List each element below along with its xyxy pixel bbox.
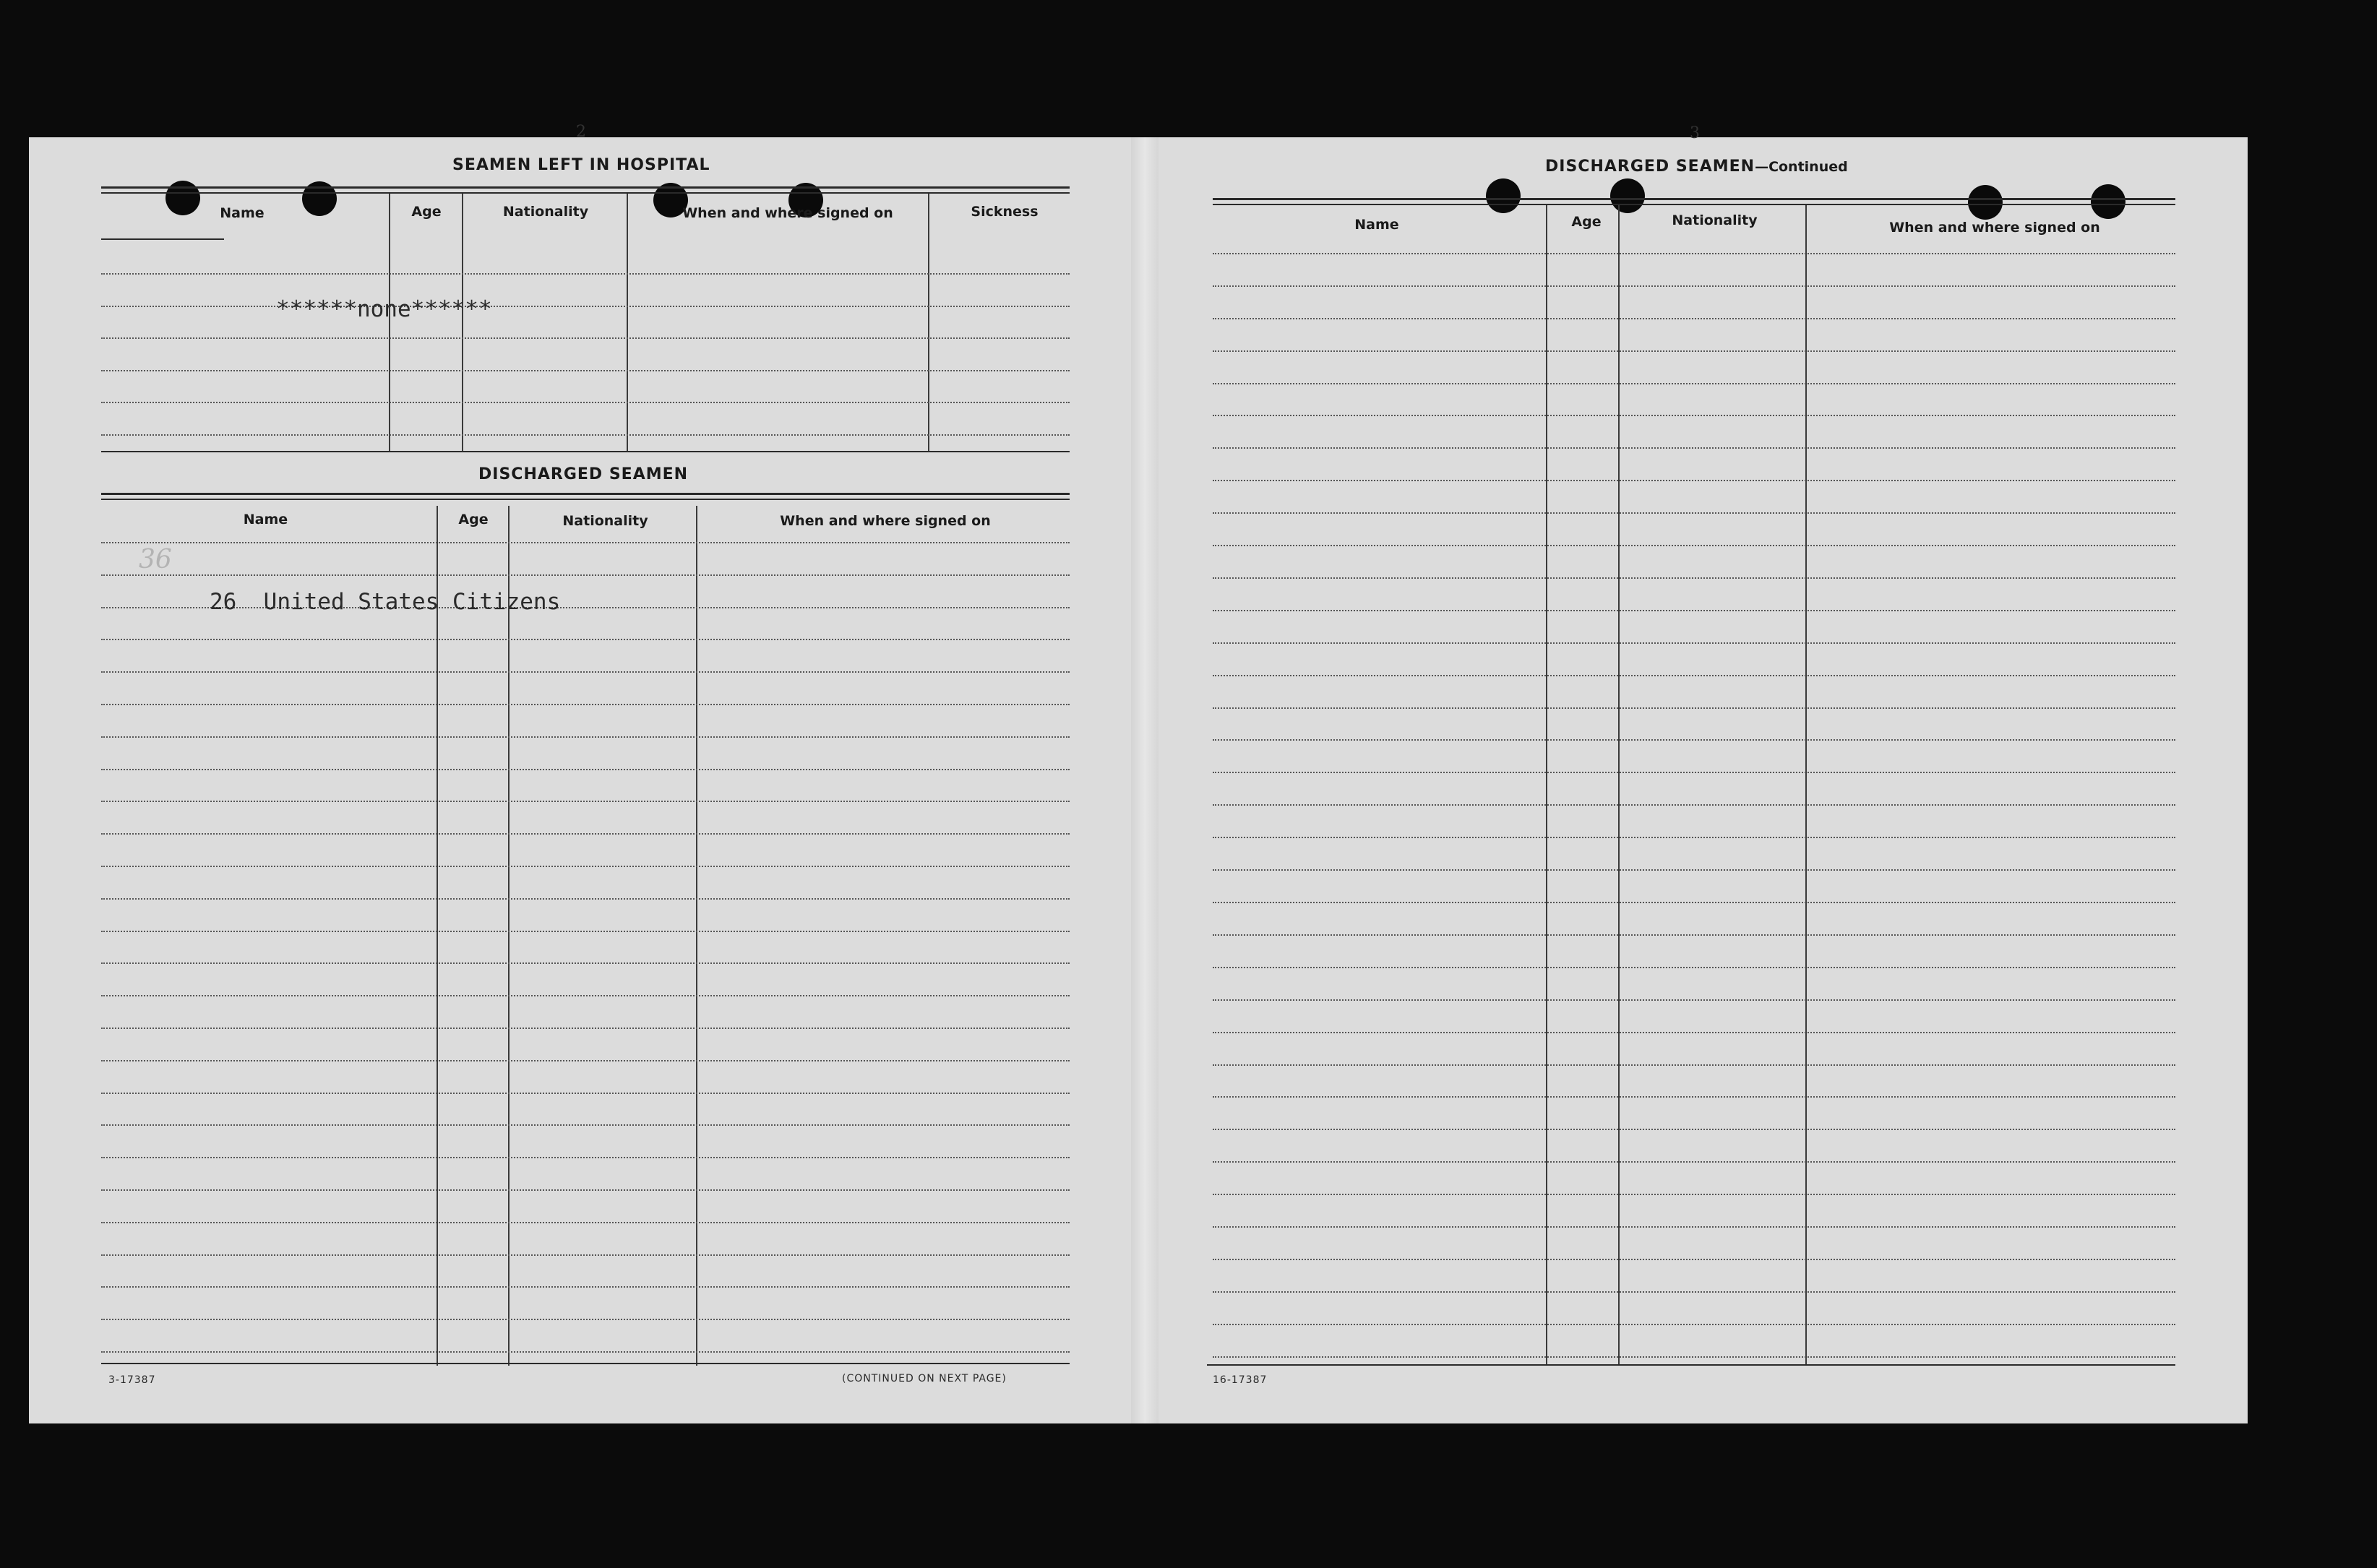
ruled-row-line — [1213, 1226, 2175, 1228]
left-page-number: 2 — [576, 123, 586, 141]
right-header-nationality: Nationality — [1672, 212, 1758, 228]
ruled-row-line — [1213, 480, 2175, 481]
ruled-row-line — [101, 273, 1070, 275]
page-fold — [1131, 137, 1159, 1423]
discharged-col-divider — [437, 506, 438, 1366]
right-header-age: Age — [1571, 214, 1602, 230]
right-col-divider — [1805, 205, 1807, 1366]
ruled-row-line — [1213, 512, 2175, 514]
ruled-row-line — [101, 866, 1070, 867]
punch-hole — [1968, 185, 2003, 220]
hospital-col-divider — [928, 194, 929, 451]
ruled-row-line — [1213, 1032, 2175, 1033]
hospital-header-sickness: Sickness — [971, 204, 1039, 220]
ruled-row-line — [101, 833, 1070, 835]
ruled-row-line — [1213, 1161, 2175, 1163]
right-rule-bottom — [1207, 1364, 2175, 1366]
ruled-row-line — [101, 1319, 1070, 1320]
ruled-row-line — [1213, 285, 2175, 287]
ruled-row-line — [1213, 772, 2175, 773]
right-title-suffix: —Continued — [1755, 159, 1848, 175]
ruled-row-line — [101, 1124, 1070, 1126]
ruled-row-line — [1213, 739, 2175, 741]
ruled-row-line — [101, 995, 1070, 996]
ruled-row-line — [1213, 1064, 2175, 1066]
continued-note: (CONTINUED ON NEXT PAGE) — [842, 1373, 1007, 1384]
ruled-row-line — [101, 337, 1070, 339]
ruled-row-line — [1213, 804, 2175, 806]
ruled-row-line — [1213, 1356, 2175, 1358]
right-col-divider — [1618, 205, 1620, 1366]
ruled-row-line — [1213, 1259, 2175, 1260]
ruled-row-line — [1213, 837, 2175, 838]
hospital-section-title: SEAMEN LEFT IN HOSPITAL — [452, 156, 710, 174]
ruled-row-line — [1213, 447, 2175, 449]
ruled-row-line — [1213, 253, 2175, 254]
ruled-row-line — [1213, 999, 2175, 1001]
right-page-number: 3 — [1690, 124, 1700, 142]
hospital-rule-top-2 — [101, 192, 1070, 194]
right-col-divider — [1546, 205, 1547, 1366]
ruled-row-line — [1213, 1291, 2175, 1293]
ruled-row-line — [1213, 967, 2175, 968]
ruled-row-line — [1213, 610, 2175, 611]
ruled-row-line — [1213, 350, 2175, 352]
ruled-row-line — [101, 306, 1070, 307]
ruled-row-line — [101, 1351, 1070, 1353]
hospital-header-signed-on: When and where signed on — [682, 205, 893, 221]
hospital-header-nationality: Nationality — [502, 204, 589, 220]
ruled-row-line — [1213, 415, 2175, 416]
hospital-rule-bottom — [101, 451, 1070, 452]
hospital-col-divider — [462, 194, 463, 451]
ruled-row-line — [101, 1189, 1070, 1191]
ruled-row-line — [101, 736, 1070, 738]
ruled-row-line — [1213, 1194, 2175, 1195]
discharged-rule-top — [101, 493, 1070, 495]
discharged-rule-top-2 — [101, 499, 1070, 500]
discharged-header-name: Name — [243, 512, 288, 527]
ruled-row-line — [101, 639, 1070, 640]
ruled-row-line — [101, 962, 1070, 964]
right-header-name: Name — [1354, 217, 1399, 233]
discharged-entry-text: 26 United States Citizens — [210, 589, 561, 615]
hospital-header-age: Age — [411, 204, 442, 220]
right-title-main: DISCHARGED SEAMEN — [1545, 158, 1755, 176]
ruled-row-line — [101, 1286, 1070, 1288]
ruled-row-line — [101, 931, 1070, 932]
punch-hole — [1486, 178, 1521, 213]
ruled-row-line — [101, 801, 1070, 802]
ruled-row-line — [101, 671, 1070, 673]
pencil-annotation: 36 — [139, 545, 172, 574]
discharged-col-divider — [508, 506, 510, 1366]
ruled-row-line — [1213, 642, 2175, 644]
ruled-row-line — [101, 1028, 1070, 1029]
hospital-entry-text: ******none****** — [276, 296, 492, 322]
ruled-row-line — [101, 769, 1070, 770]
discharged-rule-bottom — [101, 1363, 1070, 1364]
ruled-row-line — [101, 402, 1070, 403]
right-rule-top — [1213, 198, 2175, 200]
ruled-row-line — [101, 370, 1070, 371]
hospital-header-name: Name — [220, 205, 265, 221]
punch-hole — [2091, 184, 2125, 219]
ruled-row-line — [1213, 934, 2175, 936]
ruled-row-line — [1213, 1096, 2175, 1098]
right-header-signed-on: When and where signed on — [1889, 220, 2100, 236]
discharged-header-nationality: Nationality — [562, 513, 648, 529]
punch-hole — [1610, 178, 1645, 213]
hospital-header-rule — [101, 238, 224, 240]
ruled-row-line — [1213, 675, 2175, 676]
ruled-row-line — [101, 434, 1070, 436]
ruled-row-line — [101, 1254, 1070, 1256]
ruled-row-line — [101, 1222, 1070, 1223]
hospital-rule-top — [101, 186, 1070, 189]
ruled-row-line — [101, 704, 1070, 705]
ruled-row-line — [1213, 869, 2175, 871]
left-form-number: 3-17387 — [108, 1374, 156, 1386]
right-form-number: 16-17387 — [1213, 1374, 1268, 1386]
discharged-header-signed-on: When and where signed on — [780, 513, 991, 529]
right-section-title — [1545, 158, 1848, 176]
ruled-row-line — [101, 1060, 1070, 1061]
ruled-row-line — [1213, 707, 2175, 709]
ruled-row-line — [1213, 902, 2175, 903]
ruled-row-line — [1213, 545, 2175, 546]
ruled-row-line — [1213, 383, 2175, 384]
ruled-row-line — [1213, 1324, 2175, 1325]
right-rule-top-2 — [1213, 204, 2175, 205]
ruled-row-line — [101, 898, 1070, 900]
ruled-row-line — [1213, 1129, 2175, 1130]
ruled-row-line — [101, 542, 1070, 543]
ruled-row-line — [1213, 577, 2175, 579]
hospital-col-divider — [389, 194, 390, 451]
ruled-row-line — [101, 1093, 1070, 1094]
ruled-row-line — [1213, 318, 2175, 319]
discharged-section-title: DISCHARGED SEAMEN — [478, 465, 689, 483]
hospital-col-divider — [627, 194, 628, 451]
discharged-col-divider — [696, 506, 697, 1366]
ruled-row-line — [101, 1157, 1070, 1158]
discharged-header-age: Age — [458, 512, 489, 527]
ruled-row-line — [101, 574, 1070, 576]
